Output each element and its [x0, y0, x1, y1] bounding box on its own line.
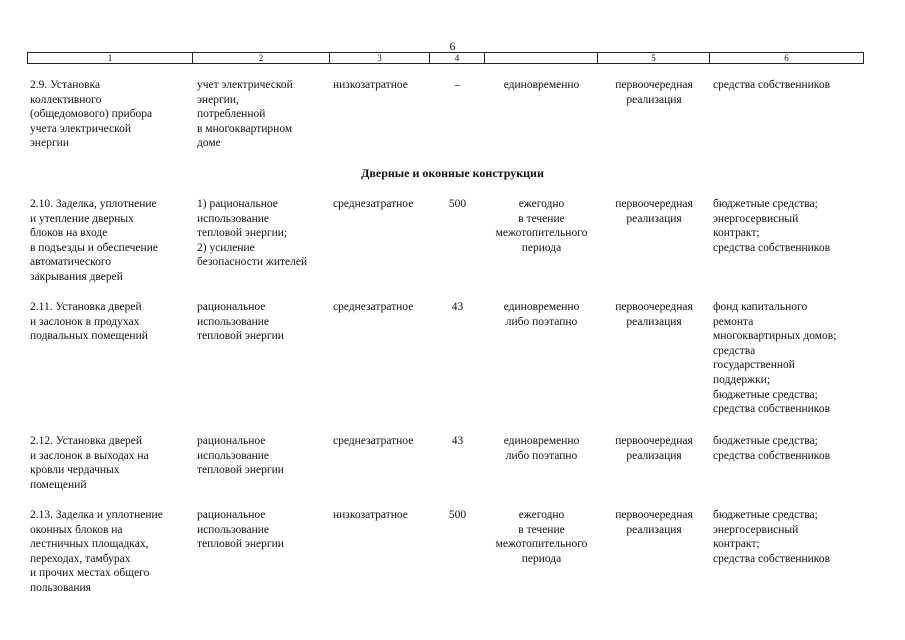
measure-cell: 2.13. Заделка и уплотнение оконных блоков на лестничных площадках, переходах, тамбурах и прочих местах общего пользования	[30, 509, 163, 594]
funding-cell: фонд капитального ремонта многоквартирных домов; средства государственной поддержки; бюджетные средства; средства собственников	[713, 301, 837, 416]
section-title: Дверные и оконные конструкции	[361, 166, 544, 180]
cost-cell: среднезатратное	[333, 435, 414, 447]
funding-cell: бюджетные средства; средства собственников	[713, 435, 830, 462]
page-number: 6	[449, 39, 456, 53]
header-col-6: 6	[784, 53, 789, 63]
measure-cell: 2.9. Установка коллективного (общедомового) прибора учета электрической энергии	[30, 79, 153, 150]
cost-cell: низкозатратное	[333, 79, 408, 91]
frequency-cell: единовременно либо поэтапно	[503, 301, 580, 328]
measure-cell: 2.10. Заделка, уплотнение и утепление дверных блоков на входе в подъезды и обеспечение автоматического закрывания дверей	[30, 198, 158, 283]
priority-cell: первоочередная реализация	[615, 79, 693, 106]
header-col-blank	[485, 53, 598, 63]
funding-cell: бюджетные средства; энергосервисный контракт; средства собственников	[713, 509, 830, 565]
quantity-cell: 43	[451, 435, 464, 447]
priority-cell: первоочередная реализация	[615, 435, 693, 462]
frequency-cell: единовременно либо поэтапно	[503, 435, 580, 462]
target-cell: рациональное использование тепловой энергии	[197, 301, 284, 343]
priority-cell: первоочередная реализация	[615, 509, 693, 536]
cost-cell: среднезатратное	[333, 301, 414, 313]
header-col-3: 3	[330, 53, 430, 63]
target-cell: 1) рациональное использование тепловой энергии; 2) усиление безопасности жителей	[197, 198, 308, 269]
measure-cell: 2.12. Установка дверей и заслонок в выходах на кровли чердачных помещений	[30, 435, 149, 491]
priority-cell: первоочередная реализация	[615, 301, 693, 328]
cost-cell: низкозатратное	[333, 509, 408, 521]
funding-cell: бюджетные средства; энергосервисный контракт; средства собственников	[713, 198, 830, 254]
priority-cell: первоочередная реализация	[615, 198, 693, 225]
header-col-2: 2	[193, 53, 330, 63]
column-number-header	[27, 52, 864, 64]
quantity-cell: 43	[451, 301, 464, 313]
frequency-cell: ежегодно в течение межотопительного периода	[495, 198, 588, 254]
header-col-5: 5	[598, 53, 710, 63]
frequency-cell: единовременно	[503, 79, 580, 91]
cost-cell: среднезатратное	[333, 198, 414, 210]
quantity-cell: 500	[448, 198, 467, 210]
target-cell: рациональное использование тепловой энергии	[197, 509, 284, 551]
target-cell: рациональное использование тепловой энергии	[197, 435, 284, 477]
quantity-cell: –	[454, 79, 461, 91]
header-col-1: 1	[28, 53, 193, 63]
header-col-4: 4	[430, 53, 485, 63]
quantity-cell: 500	[448, 509, 467, 521]
funding-cell: средства собственников	[713, 79, 830, 91]
frequency-cell: ежегодно в течение межотопительного периода	[495, 509, 588, 565]
target-cell: учет электрической энергии, потребленной в многоквартирном доме	[197, 79, 293, 150]
measure-cell: 2.11. Установка дверей и заслонок в продухах подвальных помещений	[30, 301, 148, 343]
